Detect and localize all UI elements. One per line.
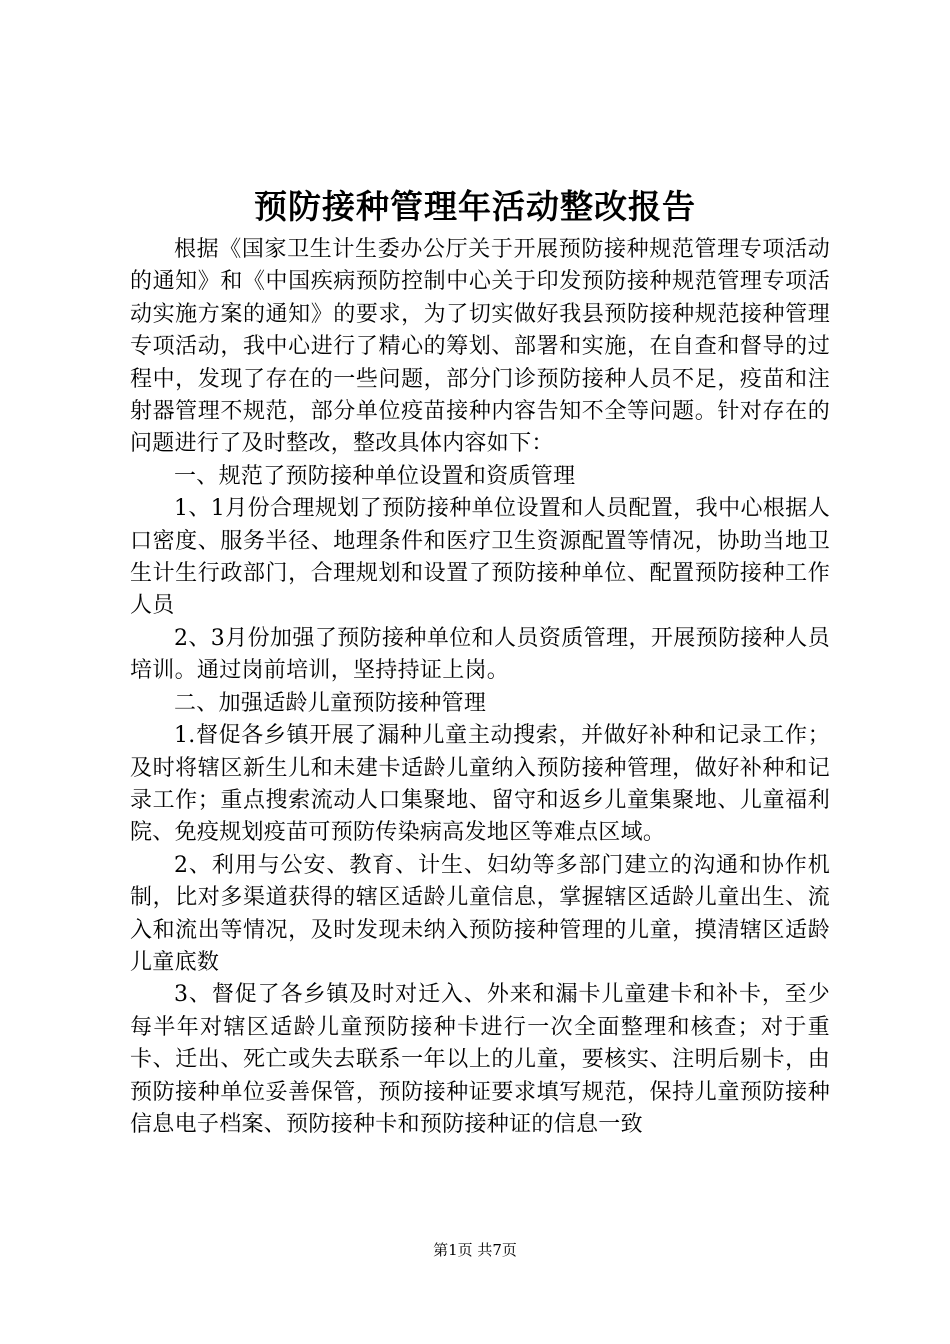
document-title: 预防接种管理年活动整改报告 bbox=[254, 187, 696, 226]
section-1-item-2: 2、3月份加强了预防接种单位和人员资质管理，开展预防接种人员培训。通过岗前培训，坚持持证上岗。 bbox=[130, 625, 830, 684]
section-2-item-3: 3、督促了各乡镇及时对迁入、外来和漏卡儿童建卡和补卡，至少每半年对辖区适龄儿童预防接种卡进行一次全面整理和核查；对于重卡、迁出、死亡或失去联系一年以上的儿童，要核实、注明后剔卡，由预防接种单位妥善保管，预防接种证要求填写规范，保持儿童预防接种信息电子档案、预防接种卡和预防接种证的信息一致 bbox=[130, 982, 830, 1137]
section-heading-2: 二、加强适龄儿童预防接种管理 bbox=[174, 690, 487, 716]
section-2-item-1: 1.督促各乡镇开展了漏种儿童主动搜索，并做好补种和记录工作；及时将辖区新生儿和未建卡适龄儿童纳入预防接种管理，做好补种和记录工作；重点搜索流动人口集聚地、留守和返乡儿童集聚地、儿童福利院、免疫规划疫苗可预防传染病高发地区等难点区域。 bbox=[130, 723, 830, 846]
intro-paragraph: 根据《国家卫生计生委办公厅关于开展预防接种规范管理专项活动的通知》和《中国疾病预防控制中心关于印发预防接种规范管理专项活动实施方案的通知》的要求，为了切实做好我县预防接种规范接种管理专项活动，我中心进行了精心的筹划、部署和实施，在自查和督导的过程中，发现了存在的一些问题，部分门诊预防接种人员不足，疫苗和注射器管理不规范，部分单位疫苗接种内容告知不全等问题。针对存在的问题进行了及时整改，整改具体内容如下： bbox=[130, 237, 830, 457]
section-2-item-2: 2、利用与公安、教育、计生、妇幼等多部门建立的沟通和协作机制，比对多渠道获得的辖区适龄儿童信息，掌握辖区适龄儿童出生、流入和流出等情况，及时发现未纳入预防接种管理的儿童，摸清辖区适龄儿童底数 bbox=[130, 852, 830, 975]
section-1-item-1: 1、1月份合理规划了预防接种单位设置和人员配置，我中心根据人口密度、服务半径、地理条件和医疗卫生资源配置等情况，协助当地卫生计生行政部门，合理规划和设置了预防接种单位、配置预防接种工作人员 bbox=[130, 496, 830, 619]
page-number-footer: 第1页 共7页 bbox=[433, 1241, 517, 1259]
document-body bbox=[130, 234, 830, 1141]
section-heading-1: 一、规范了预防接种单位设置和资质管理 bbox=[174, 463, 576, 489]
